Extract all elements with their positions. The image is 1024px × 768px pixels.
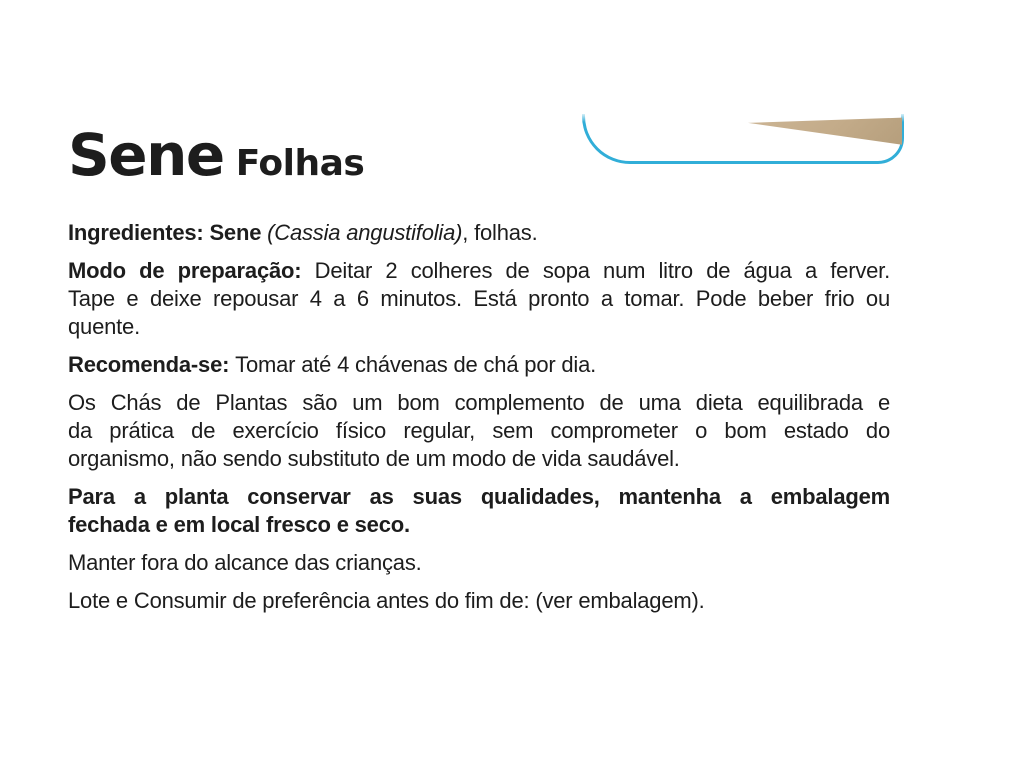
storage-line-1: Para a planta conservar as suas qualidades, mantenha a embalagem [68,484,890,509]
ingredients-paragraph [68,219,890,247]
preparation-line-1-text: Deitar 2 colheres de sopa num litro de água a ferver. [314,258,890,283]
lot-info: Lote e Consumir de preferência antes do fim de: (ver embalagem). [68,588,705,613]
storage-line-2: fechada e em local fresco e seco. [68,512,410,537]
recommendation-paragraph [68,351,890,379]
recommendation-label: Recomenda-se: [68,352,236,377]
disclaimer-paragraph [68,389,890,473]
product-title [68,121,890,193]
children-warning: Manter fora do alcance das crianças. [68,550,422,575]
recommendation-text: Tomar até 4 chávenas de chá por dia. [235,352,597,377]
product-form: Folhas [235,143,365,184]
label-outline-fade [580,112,910,122]
preparation-line-1 [68,257,890,285]
disclaimer-line-3: organismo, não sendo substituto de um modo de vida saudável. [68,446,680,471]
label-content [68,121,890,625]
disclaimer-line-2: da prática de exercício físico regular, sem comprometer o bom estado do [68,418,890,443]
disclaimer-line-1: Os Chás de Plantas são um bom complemento de uma dieta equilibrada e [68,390,890,415]
ingredients-label: Ingredientes: [68,220,210,245]
preparation-label: Modo de preparação: [68,258,315,283]
product-name: Sene [68,121,224,189]
ingredients-latin-name: (Cassia angustifolia) [267,220,463,245]
ingredients-plant-name: Sene [209,220,268,245]
ingredients-rest: , folhas. [462,220,538,245]
storage-paragraph [68,483,890,539]
preparation-line-2: Tape e deixe repousar 4 a 6 minutos. Está pronto a tomar. Pode beber frio ou [68,286,890,311]
preparation-paragraph [68,257,890,341]
preparation-line-3: quente. [68,314,141,339]
